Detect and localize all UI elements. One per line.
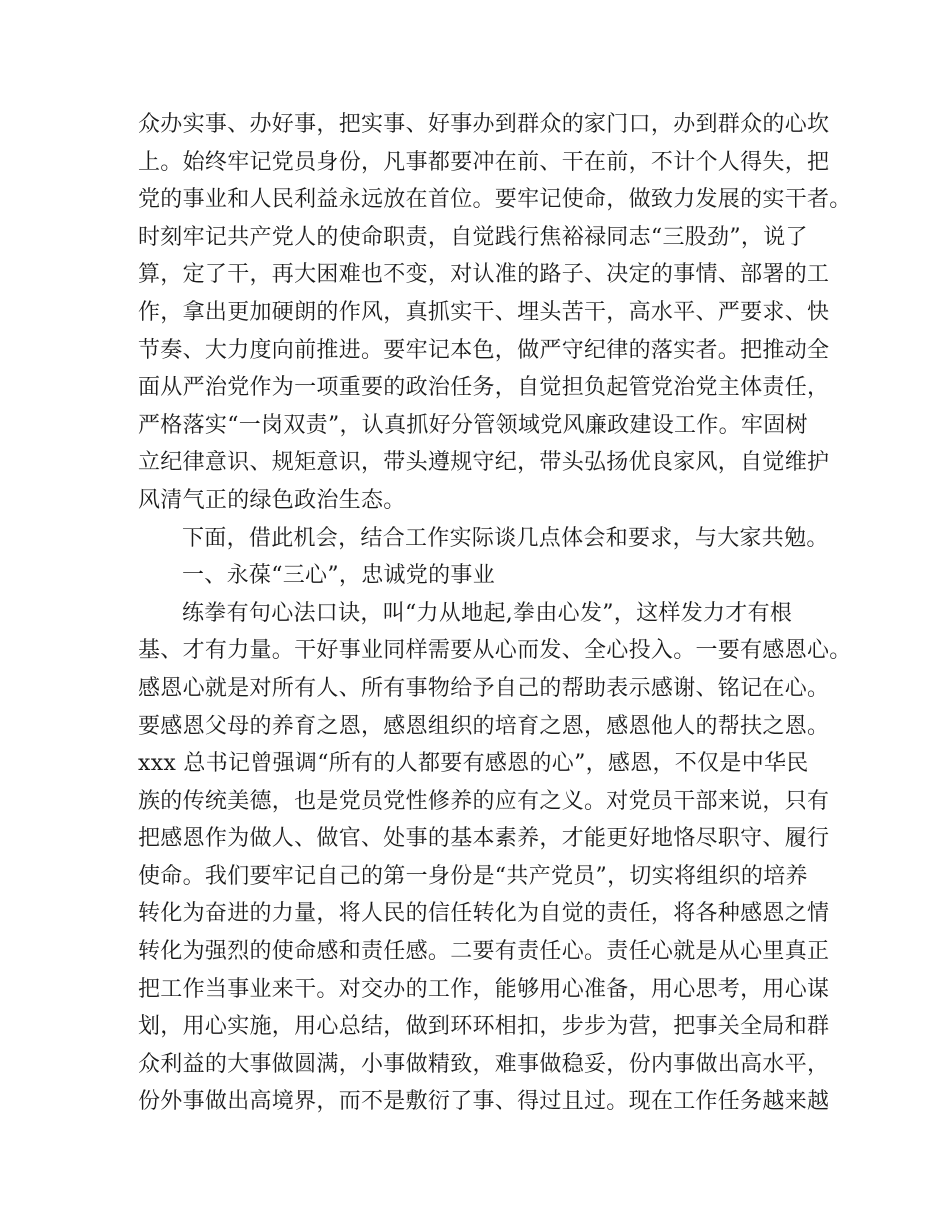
text-line: 众利益的大事做圆满，小事做精致，难事做稳妥，份内事做出高水平，: [138, 1051, 830, 1077]
text-line: 节奏、大力度向前推进。要牢记本色，做严守纪律的落实者。把推动全: [138, 337, 830, 363]
text-line: 时刻牢记共产党人的使命职责，自觉践行焦裕禄同志“三股劲”，说了: [138, 224, 808, 250]
text-line: 面从严治党作为一项重要的政治任务，自觉担负起管党治党主体责任，: [138, 375, 830, 401]
text-line: 转化为强烈的使命感和责任感。二要有责任心。责任心就是从心里真正: [138, 939, 830, 965]
text-line: 要感恩父母的养育之恩，感恩组织的培育之恩，感恩他人的帮扶之恩。: [138, 713, 830, 739]
body-text: [138, 106, 852, 1121]
text-line: 练拳有句心法口诀，叫“力从地起,拳由心发”，这样发力才有根: [182, 600, 793, 626]
text-line: 立纪律意识、规矩意识，带头遵规守纪，带头弘扬优良家风，自觉维护: [138, 450, 830, 476]
text-line: 上。始终牢记党员身份，凡事都要冲在前、干在前，不计个人得失，把: [138, 149, 830, 175]
section-heading: 一、永葆“三心”，忠诚党的事业: [182, 563, 495, 589]
text-line: 转化为奋进的力量，将人民的信任转化为自觉的责任，将各种感恩之情: [138, 901, 830, 927]
text-line: 下面，借此机会，结合工作实际谈几点体会和要求，与大家共勉。: [182, 525, 829, 551]
text-line: 把工作当事业来干。对交办的工作，能够用心准备，用心思考，用心谋: [138, 976, 830, 1002]
text-line: 使命。我们要牢记自己的第一身份是“共产党员”，切实将组织的培养: [138, 863, 808, 889]
text-line: 算，定了干，再大困难也不变，对认准的路子、决定的事情、部署的工: [138, 262, 830, 288]
text-line: 党的事业和人民利益永远放在首位。要牢记使命，做致力发展的实干者。: [138, 187, 852, 213]
text-line: 族的传统美德，也是党员党性修养的应有之义。对党员干部来说，只有: [138, 788, 830, 814]
text-line: 风清气正的绿色政治生态。: [138, 487, 406, 513]
text-line: xxx 总书记曾强调“所有的人都要有感恩的心”，感恩，不仅是中华民: [138, 751, 809, 777]
text-line: 基、才有力量。干好事业同样需要从心而发、全心投入。一要有感恩心。: [138, 638, 852, 664]
text-line: 把感恩作为做人、做官、处事的基本素养，才能更好地恪尽职守、履行: [138, 826, 830, 852]
text-line: 份外事做出高境界，而不是敷衍了事、得过且过。现在工作任务越来越: [138, 1089, 830, 1115]
text-line: 感恩心就是对所有人、所有事物给予自己的帮助表示感谢、铭记在心。: [138, 675, 830, 701]
text-line: 作，拿出更加硬朗的作风，真抓实干、埋头苦干，高水平、严要求、快: [138, 299, 830, 325]
text-line: 众办实事、办好事，把实事、好事办到群众的家门口，办到群众的心坎: [138, 112, 830, 137]
text-line: 划，用心实施，用心总结，做到环环相扣，步步为营，把事关全局和群: [138, 1014, 830, 1040]
text-line: 严格落实“一岗双责”，认真抓好分管领域党风廉政建设工作。牢固树: [138, 412, 808, 438]
